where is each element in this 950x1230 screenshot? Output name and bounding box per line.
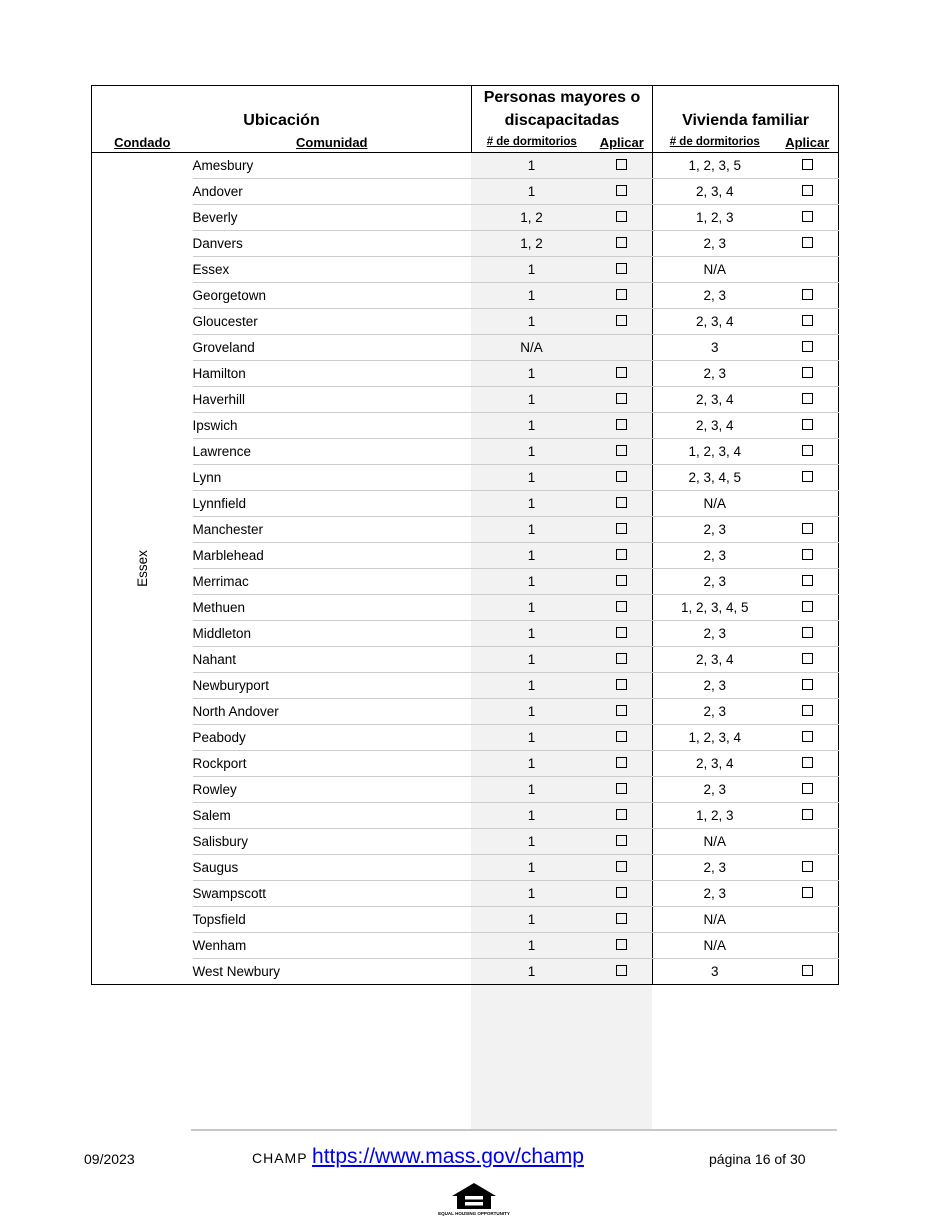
family-bedrooms: 2, 3 [653, 283, 777, 309]
equal-housing-icon [438, 1181, 510, 1221]
family-bedrooms: 2, 3 [653, 231, 777, 257]
family-apply-checkbox[interactable] [802, 393, 813, 404]
family-apply-cell [777, 491, 839, 517]
elderly-bedrooms: 1 [472, 361, 592, 387]
table-row [92, 647, 839, 673]
elderly-apply-checkbox[interactable] [616, 601, 627, 612]
family-apply-checkbox[interactable] [802, 341, 813, 352]
family-apply-cell [777, 647, 839, 673]
elderly-apply-checkbox[interactable] [616, 159, 627, 170]
table-row [92, 153, 839, 179]
family-bedrooms: 3 [653, 335, 777, 361]
elderly-bedrooms: 1 [472, 829, 592, 855]
elderly-bedrooms: 1 [472, 777, 592, 803]
elderly-apply-checkbox[interactable] [616, 497, 627, 508]
county-label: Essex [134, 550, 150, 587]
family-bedrooms: 1, 2, 3, 4 [653, 725, 777, 751]
elderly-apply-cell [592, 153, 653, 179]
family-apply-checkbox[interactable] [802, 289, 813, 300]
family-apply-checkbox[interactable] [802, 211, 813, 222]
community-name: Salisbury [193, 829, 472, 855]
community-name: Lawrence [193, 439, 472, 465]
elderly-bedrooms: 1 [472, 153, 592, 179]
elderly-disabled-header: Personas mayores o discapacitadas [472, 86, 653, 133]
elderly-apply-checkbox[interactable] [616, 575, 627, 586]
family-bedrooms: 1, 2, 3, 4 [653, 439, 777, 465]
table-row [92, 595, 839, 621]
elderly-apply-checkbox[interactable] [616, 263, 627, 274]
elderly-bedrooms: 1 [472, 933, 592, 959]
family-apply-cell [777, 881, 839, 907]
elderly-apply-checkbox[interactable] [616, 289, 627, 300]
elderly-bedrooms: 1 [472, 283, 592, 309]
table-row [92, 621, 839, 647]
family-apply-cell [777, 829, 839, 855]
family-bedrooms: N/A [653, 907, 777, 933]
elderly-bedrooms: 1 [472, 699, 592, 725]
family-bedrooms: 1, 2, 3 [653, 803, 777, 829]
table-row [92, 751, 839, 777]
table-row [92, 933, 839, 959]
family-apply-checkbox[interactable] [802, 679, 813, 690]
elderly-bedrooms: 1, 2 [472, 231, 592, 257]
family-bedrooms: 2, 3 [653, 361, 777, 387]
family-apply-checkbox[interactable] [802, 575, 813, 586]
elderly-bedrooms: N/A [472, 335, 592, 361]
housing-availability-table [91, 85, 839, 985]
family-apply-checkbox[interactable] [802, 549, 813, 560]
elderly-apply-cell [592, 933, 653, 959]
elderly-apply-checkbox[interactable] [616, 523, 627, 534]
elderly-apply-cell [592, 829, 653, 855]
elderly-bedrooms: 1 [472, 309, 592, 335]
elderly-apply-cell [592, 413, 653, 439]
family-apply-checkbox[interactable] [802, 783, 813, 794]
family-bedrooms: 2, 3, 4 [653, 751, 777, 777]
elderly-apply-cell [592, 231, 653, 257]
elderly-apply-cell [592, 855, 653, 881]
table-row [92, 829, 839, 855]
footer-date: 09/2023 [84, 1151, 135, 1167]
elderly-apply-cell [592, 959, 653, 985]
elderly-bedrooms: 1 [472, 803, 592, 829]
community-name: Essex [193, 257, 472, 283]
family-apply-cell [777, 751, 839, 777]
elderly-bedrooms: 1 [472, 725, 592, 751]
footer-divider [191, 1129, 837, 1131]
elderly-apply-cell [592, 465, 653, 491]
elderly-apply-cell [592, 309, 653, 335]
family-apply-cell [777, 569, 839, 595]
family-bedrooms: 1, 2, 3, 4, 5 [653, 595, 777, 621]
elderly-apply-cell [592, 491, 653, 517]
community-column-header: Comunidad [193, 132, 472, 153]
family-apply-cell [777, 309, 839, 335]
table-row [92, 855, 839, 881]
family-apply-checkbox[interactable] [802, 757, 813, 768]
family-bedrooms: 2, 3 [653, 621, 777, 647]
elderly-apply-checkbox[interactable] [616, 965, 627, 976]
community-name: Lynn [193, 465, 472, 491]
community-name: Rowley [193, 777, 472, 803]
elderly-apply-checkbox[interactable] [616, 315, 627, 326]
elderly-bedrooms: 1 [472, 387, 592, 413]
family-bedrooms: N/A [653, 257, 777, 283]
family-apply-checkbox[interactable] [802, 159, 813, 170]
elderly-apply-checkbox[interactable] [616, 835, 627, 846]
family-housing-header: Vivienda familiar [653, 86, 839, 133]
elderly-bedrooms: 1 [472, 621, 592, 647]
elderly-apply-cell [592, 361, 653, 387]
elderly-apply-cell [592, 699, 653, 725]
family-apply-cell [777, 855, 839, 881]
community-name: Hamilton [193, 361, 472, 387]
family-apply-cell [777, 543, 839, 569]
family-apply-checkbox[interactable] [802, 965, 813, 976]
table-row [92, 517, 839, 543]
table-row [92, 361, 839, 387]
family-bedrooms: 2, 3 [653, 517, 777, 543]
elderly-bedrooms: 1 [472, 439, 592, 465]
family-bedrooms-column-header: # de dormitorios [653, 132, 777, 153]
elderly-apply-cell [592, 283, 653, 309]
elderly-apply-column-header: Aplicar [592, 132, 653, 153]
elderly-bedrooms: 1 [472, 517, 592, 543]
location-header: Ubicación [92, 86, 472, 133]
elderly-apply-checkbox[interactable] [616, 211, 627, 222]
elderly-apply-checkbox[interactable] [616, 809, 627, 820]
community-name: Rockport [193, 751, 472, 777]
family-bedrooms: 2, 3 [653, 699, 777, 725]
family-apply-cell [777, 413, 839, 439]
community-name: Gloucester [193, 309, 472, 335]
elderly-apply-checkbox[interactable] [616, 445, 627, 456]
family-apply-checkbox[interactable] [802, 367, 813, 378]
elderly-apply-checkbox[interactable] [616, 367, 627, 378]
table-row [92, 179, 839, 205]
elderly-apply-checkbox[interactable] [616, 731, 627, 742]
table-row [92, 881, 839, 907]
family-apply-cell [777, 179, 839, 205]
family-apply-cell [777, 439, 839, 465]
community-name: Georgetown [193, 283, 472, 309]
elderly-apply-checkbox[interactable] [616, 627, 627, 638]
table-row [92, 439, 839, 465]
family-apply-cell [777, 621, 839, 647]
family-apply-cell [777, 517, 839, 543]
community-name: Merrimac [193, 569, 472, 595]
family-apply-checkbox[interactable] [802, 523, 813, 534]
elderly-bedrooms: 1 [472, 413, 592, 439]
table-row [92, 231, 839, 257]
table-row [92, 673, 839, 699]
table-row [92, 777, 839, 803]
family-apply-checkbox[interactable] [802, 861, 813, 872]
table-row [92, 387, 839, 413]
elderly-bedrooms: 1 [472, 569, 592, 595]
family-bedrooms: 2, 3 [653, 543, 777, 569]
community-name: Lynnfield [193, 491, 472, 517]
elderly-bedrooms: 1 [472, 881, 592, 907]
elderly-apply-checkbox[interactable] [616, 393, 627, 404]
elderly-bedrooms: 1 [472, 543, 592, 569]
table-row [92, 725, 839, 751]
county-cell [92, 153, 193, 985]
community-name: North Andover [193, 699, 472, 725]
elderly-apply-cell [592, 517, 653, 543]
elderly-apply-checkbox[interactable] [616, 653, 627, 664]
family-apply-cell [777, 673, 839, 699]
table-row [92, 465, 839, 491]
community-name: Newburyport [193, 673, 472, 699]
family-apply-column-header: Aplicar [777, 132, 839, 153]
table-row [92, 543, 839, 569]
elderly-apply-checkbox[interactable] [616, 185, 627, 196]
family-apply-cell [777, 283, 839, 309]
elderly-apply-cell [592, 621, 653, 647]
elderly-bedrooms: 1 [472, 465, 592, 491]
elderly-apply-cell [592, 881, 653, 907]
elderly-apply-checkbox[interactable] [616, 887, 627, 898]
elderly-bedrooms: 1 [472, 491, 592, 517]
champ-link[interactable]: https://www.mass.gov/champ [312, 1145, 584, 1168]
family-bedrooms: N/A [653, 933, 777, 959]
table-row [92, 907, 839, 933]
community-name: Danvers [193, 231, 472, 257]
program-name: CHAMP [252, 1150, 308, 1166]
table-row [92, 257, 839, 283]
family-apply-cell [777, 699, 839, 725]
community-name: Topsfield [193, 907, 472, 933]
family-apply-checkbox[interactable] [802, 809, 813, 820]
family-bedrooms: 2, 3 [653, 569, 777, 595]
family-apply-checkbox[interactable] [802, 705, 813, 716]
elderly-bedrooms: 1 [472, 257, 592, 283]
community-name: Wenham [193, 933, 472, 959]
family-apply-checkbox[interactable] [802, 185, 813, 196]
community-name: Middleton [193, 621, 472, 647]
county-column-header: Condado [92, 132, 193, 153]
family-apply-cell [777, 933, 839, 959]
elderly-apply-checkbox[interactable] [616, 679, 627, 690]
family-apply-checkbox[interactable] [802, 627, 813, 638]
elderly-apply-cell [592, 205, 653, 231]
elderly-apply-cell [592, 335, 653, 361]
elderly-apply-cell [592, 439, 653, 465]
family-bedrooms: 2, 3, 4 [653, 179, 777, 205]
community-name: Marblehead [193, 543, 472, 569]
elderly-bedrooms: 1 [472, 751, 592, 777]
equal-housing-opportunity-logo [438, 1181, 510, 1226]
elderly-apply-checkbox[interactable] [616, 471, 627, 482]
community-name: Methuen [193, 595, 472, 621]
family-apply-cell [777, 335, 839, 361]
elderly-apply-cell [592, 647, 653, 673]
elderly-apply-cell [592, 777, 653, 803]
elderly-apply-cell [592, 725, 653, 751]
elderly-bedrooms: 1 [472, 179, 592, 205]
footer-program [252, 1145, 584, 1169]
community-name: Andover [193, 179, 472, 205]
table-row [92, 309, 839, 335]
community-name: Nahant [193, 647, 472, 673]
table-row [92, 413, 839, 439]
family-apply-cell [777, 907, 839, 933]
elderly-apply-checkbox[interactable] [616, 705, 627, 716]
family-apply-cell [777, 361, 839, 387]
elderly-apply-checkbox[interactable] [616, 939, 627, 950]
family-bedrooms: 2, 3 [653, 777, 777, 803]
elderly-apply-cell [592, 907, 653, 933]
family-bedrooms: N/A [653, 491, 777, 517]
elderly-apply-cell [592, 673, 653, 699]
family-apply-cell [777, 465, 839, 491]
family-bedrooms: 2, 3 [653, 881, 777, 907]
family-apply-cell [777, 257, 839, 283]
elderly-apply-cell [592, 387, 653, 413]
family-apply-cell [777, 959, 839, 985]
family-apply-cell [777, 803, 839, 829]
family-apply-checkbox[interactable] [802, 237, 813, 248]
family-bedrooms: 2, 3, 4 [653, 647, 777, 673]
family-apply-checkbox[interactable] [802, 653, 813, 664]
elderly-apply-cell [592, 543, 653, 569]
family-apply-checkbox[interactable] [802, 601, 813, 612]
elderly-bedrooms: 1 [472, 959, 592, 985]
family-bedrooms: 2, 3, 4 [653, 387, 777, 413]
family-bedrooms: 2, 3, 4 [653, 413, 777, 439]
table-row [92, 283, 839, 309]
community-name: Manchester [193, 517, 472, 543]
table-row [92, 569, 839, 595]
family-bedrooms: 2, 3 [653, 855, 777, 881]
elderly-apply-checkbox[interactable] [616, 419, 627, 430]
elderly-apply-cell [592, 257, 653, 283]
family-bedrooms: 2, 3, 4 [653, 309, 777, 335]
community-name: Groveland [193, 335, 472, 361]
elderly-bedrooms-column-header: # de dormitorios [472, 132, 592, 153]
table-row [92, 205, 839, 231]
family-apply-checkbox[interactable] [802, 315, 813, 326]
community-name: Amesbury [193, 153, 472, 179]
family-bedrooms: 1, 2, 3 [653, 205, 777, 231]
community-name: Beverly [193, 205, 472, 231]
community-name: Ipswich [193, 413, 472, 439]
elderly-bedrooms: 1 [472, 595, 592, 621]
elderly-apply-checkbox[interactable] [616, 237, 627, 248]
family-apply-checkbox[interactable] [802, 445, 813, 456]
elderly-apply-cell [592, 569, 653, 595]
community-name: Peabody [193, 725, 472, 751]
page-number: página 16 of 30 [709, 1151, 806, 1167]
family-bedrooms: 1, 2, 3, 5 [653, 153, 777, 179]
community-name: Swampscott [193, 881, 472, 907]
family-bedrooms: N/A [653, 829, 777, 855]
table-row [92, 803, 839, 829]
elderly-apply-checkbox[interactable] [616, 549, 627, 560]
community-name: Haverhill [193, 387, 472, 413]
elderly-apply-cell [592, 803, 653, 829]
family-bedrooms: 2, 3, 4, 5 [653, 465, 777, 491]
elderly-bedrooms: 1 [472, 673, 592, 699]
elderly-apply-checkbox[interactable] [616, 783, 627, 794]
family-apply-cell [777, 231, 839, 257]
community-name: Saugus [193, 855, 472, 881]
family-apply-checkbox[interactable] [802, 419, 813, 430]
family-apply-checkbox[interactable] [802, 887, 813, 898]
elderly-apply-checkbox[interactable] [616, 757, 627, 768]
elderly-bedrooms: 1, 2 [472, 205, 592, 231]
elderly-apply-cell [592, 751, 653, 777]
family-apply-cell [777, 387, 839, 413]
family-apply-checkbox[interactable] [802, 471, 813, 482]
elderly-apply-checkbox[interactable] [616, 861, 627, 872]
family-bedrooms: 2, 3 [653, 673, 777, 699]
elderly-apply-cell [592, 595, 653, 621]
family-apply-checkbox[interactable] [802, 731, 813, 742]
elderly-bedrooms: 1 [472, 907, 592, 933]
eho-logo-text: EQUAL HOUSING OPPORTUNITY [438, 1211, 510, 1216]
table-row [92, 335, 839, 361]
community-name: Salem [193, 803, 472, 829]
elderly-bedrooms: 1 [472, 647, 592, 673]
family-apply-cell [777, 725, 839, 751]
elderly-apply-checkbox[interactable] [616, 913, 627, 924]
elderly-apply-cell [592, 179, 653, 205]
table-row [92, 699, 839, 725]
community-name: West Newbury [193, 959, 472, 985]
family-apply-cell [777, 777, 839, 803]
family-bedrooms: 3 [653, 959, 777, 985]
family-apply-cell [777, 153, 839, 179]
table-row [92, 491, 839, 517]
family-apply-cell [777, 205, 839, 231]
family-apply-cell [777, 595, 839, 621]
table-row [92, 959, 839, 985]
elderly-bedrooms: 1 [472, 855, 592, 881]
